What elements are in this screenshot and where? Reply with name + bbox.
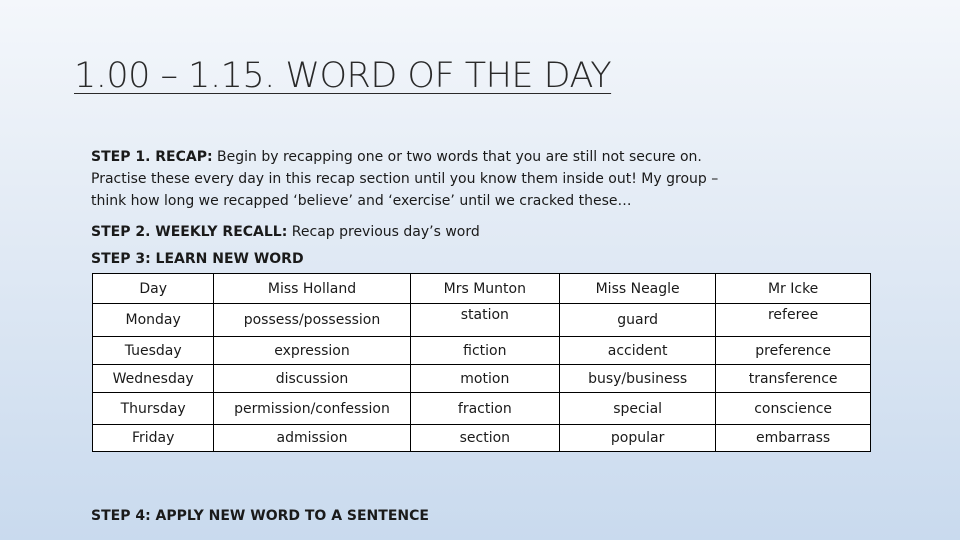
day-cell: Tuesday (93, 337, 214, 365)
step1-heading: STEP 1. RECAP: (91, 149, 213, 165)
word-cell: discussion (214, 365, 410, 393)
word-cell: special (559, 393, 715, 425)
slide-title: 1.00 – 1.15. WORD OF THE DAY (74, 56, 612, 96)
day-cell: Thursday (93, 393, 214, 425)
step2-heading: STEP 2. WEEKLY RECALL: (91, 224, 288, 240)
table-row (93, 365, 871, 393)
header-day: Day (93, 274, 214, 304)
day-cell: Friday (93, 425, 214, 452)
word-cell: guard (559, 304, 715, 337)
day-cell: Monday (93, 304, 214, 337)
word-cell: motion (410, 365, 559, 393)
table-row (93, 304, 871, 337)
word-cell: popular (559, 425, 715, 452)
step3-paragraph (91, 248, 731, 270)
word-cell: accident (559, 337, 715, 365)
word-cell: transference (716, 365, 871, 393)
word-cell: preference (716, 337, 871, 365)
header-miss-holland: Miss Holland (214, 274, 410, 304)
table-row (93, 425, 871, 452)
word-cell: embarrass (716, 425, 871, 452)
table-header-row (93, 274, 871, 304)
word-cell: station (410, 304, 559, 337)
header-mrs-munton: Mrs Munton (410, 274, 559, 304)
word-cell: admission (214, 425, 410, 452)
header-mr-icke: Mr Icke (716, 274, 871, 304)
word-cell: section (410, 425, 559, 452)
word-cell: fiction (410, 337, 559, 365)
word-cell: possess/possession (214, 304, 410, 337)
step2-paragraph (91, 221, 731, 243)
word-cell: permission/confession (214, 393, 410, 425)
step1-text: Begin by recapping one or two words that you are still not secure on. Practise these every day in this recap section until you know them inside out! My group – think how long we recapped ‘believe’ and ‘exercise’ until we cracked these… (91, 149, 719, 209)
step1-paragraph (91, 146, 731, 212)
word-cell: expression (214, 337, 410, 365)
day-cell: Wednesday (93, 365, 214, 393)
word-cell: conscience (716, 393, 871, 425)
word-cell: referee (716, 304, 871, 337)
word-cell: fraction (410, 393, 559, 425)
step3-heading: STEP 3: LEARN NEW WORD (91, 251, 304, 267)
header-miss-neagle: Miss Neagle (559, 274, 715, 304)
step2-text: Recap previous day’s word (287, 224, 480, 240)
word-cell: busy/business (559, 365, 715, 393)
table-row (93, 393, 871, 425)
word-of-day-table (92, 273, 871, 452)
table-row (93, 337, 871, 365)
step4-heading: STEP 4: APPLY NEW WORD TO A SENTENCE (91, 508, 429, 524)
